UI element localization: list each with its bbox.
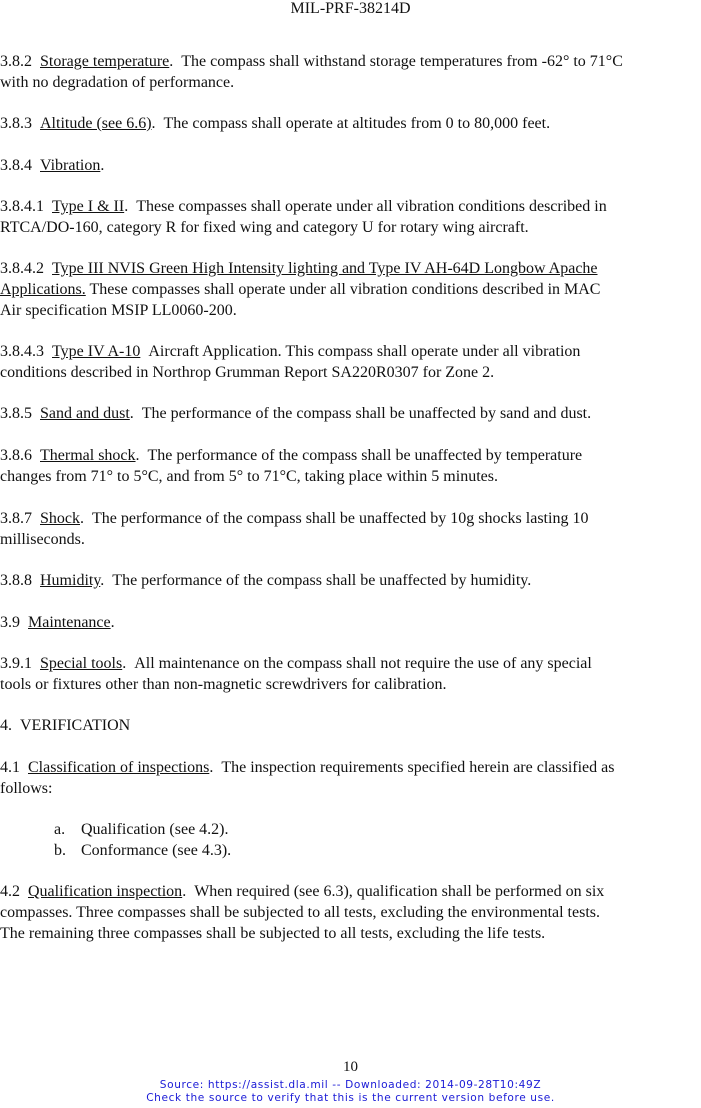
para-text: tools or fixtures other than non-magnetic screwdrivers for calibration. bbox=[0, 675, 447, 693]
para-text: The performance of the compass shall be unaffected by sand and dust. bbox=[141, 405, 592, 422]
para-title: Applications. bbox=[0, 280, 86, 298]
para-title: Shock bbox=[40, 510, 80, 527]
para-text: milliseconds. bbox=[0, 530, 85, 548]
para-title: Classification of inspections bbox=[28, 759, 210, 776]
para-title: Type I & II bbox=[52, 198, 125, 215]
para-text: These compasses shall operate under all vibration conditions described in bbox=[136, 198, 607, 215]
para-number: 3.8.8 bbox=[0, 572, 32, 589]
para-3-8-4-3 bbox=[0, 342, 701, 384]
para-3-8-3: 3.8.3 Altitude (see 6.6). The compass shall operate at altitudes from 0 to 80,000 feet. bbox=[0, 115, 551, 132]
document-id-header: MIL-PRF-38214D bbox=[290, 0, 411, 17]
para-number: 3.8.5 bbox=[0, 405, 32, 422]
para-text: The inspection requirements specified herein are classified as bbox=[221, 759, 615, 776]
para-number: 3.8.4.1 bbox=[0, 198, 44, 215]
para-text: The remaining three compasses shall be subjected to all tests, excluding the life tests. bbox=[0, 924, 546, 942]
para-text: The compass shall operate at altitudes from 0 to 80,000 feet. bbox=[163, 115, 551, 132]
para-title: Type IV A-10 bbox=[52, 343, 141, 360]
para-text: These compasses shall operate under all vibration conditions described in MAC bbox=[89, 280, 601, 298]
para-text: The performance of the compass shall be unaffected by 10g shocks lasting 10 bbox=[92, 510, 589, 527]
list-text: Conformance (see 4.3). bbox=[81, 842, 232, 859]
para-3-9: 3.9 Maintenance. bbox=[0, 614, 115, 631]
list-marker: b. bbox=[54, 842, 66, 859]
para-text: changes from 71° to 5°C, and from 5° to 71°C, taking place within 5 minutes. bbox=[0, 467, 498, 485]
para-text: The compass shall withstand storage temperatures from -62° to 71°C bbox=[181, 53, 623, 70]
para-text: All maintenance on the compass shall not require the use of any special bbox=[134, 655, 592, 672]
para-3-8-4-2 bbox=[0, 259, 701, 321]
list-item bbox=[54, 841, 231, 862]
para-text: Air specification MSIP LL0060-200. bbox=[0, 301, 237, 319]
para-number: 3.8.6 bbox=[0, 447, 32, 464]
para-3-8-7: 3.8.7 Shock. The performance of the compass shall be unaffected by 10g shocks lasting 10 milliseconds. bbox=[0, 509, 701, 551]
para-number: 3.8.7 bbox=[0, 510, 32, 527]
para-number: 3.8.3 bbox=[0, 115, 32, 132]
para-title: Humidity bbox=[40, 572, 101, 589]
para-3-8-8: 3.8.8 Humidity. The performance of the compass shall be unaffected by humidity. bbox=[0, 572, 532, 589]
para-number: 4.2 bbox=[0, 883, 20, 900]
para-number: 3.9 bbox=[0, 614, 20, 631]
para-title: Type III NVIS Green High Intensity lighting and Type IV AH-64D Longbow Apache bbox=[52, 260, 598, 277]
para-text: When required (see 6.3), qualification shall be performed on six bbox=[194, 883, 605, 900]
para-title: Altitude (see 6.6) bbox=[40, 115, 152, 132]
source-notice bbox=[0, 1079, 701, 1104]
para-3-9-1: 3.9.1 Special tools. All maintenance on the compass shall not require the use of any special tools or fixtures other than non-magnetic screwdrivers for calibration. bbox=[0, 654, 701, 696]
source-line: Source: https://assist.dla.mil -- Downloaded: 2014-09-28T10:49Z bbox=[159, 1079, 542, 1091]
para-number: 3.8.2 bbox=[0, 53, 32, 70]
para-3-8-4-1: 3.8.4.1 Type I & II. These compasses shall operate under all vibration conditions described in RTCA/DO-160, category R for fixed wing and category U for rotary wing aircraft. bbox=[0, 197, 701, 239]
para-3-8-6: 3.8.6 Thermal shock. The performance of the compass shall be unaffected by temperature changes from 71° to 5°C, and from 5° to 71°C, taking place within 5 minutes. bbox=[0, 446, 701, 488]
para-text: Aircraft Application. This compass shall operate under all vibration bbox=[148, 343, 581, 360]
list-text: Qualification (see 4.2). bbox=[81, 821, 229, 838]
page-number: 10 bbox=[343, 1059, 358, 1075]
para-text: RTCA/DO-160, category R for fixed wing and category U for rotary wing aircraft. bbox=[0, 218, 529, 236]
para-number: 3.8.4.3 bbox=[0, 343, 44, 360]
para-title: Qualification inspection bbox=[28, 883, 183, 900]
para-title: Special tools bbox=[40, 655, 123, 672]
para-number: 4.1 bbox=[0, 759, 20, 776]
para-3-8-4: 3.8.4 Vibration. bbox=[0, 157, 105, 174]
para-text: follows: bbox=[0, 779, 53, 797]
para-number: 3.9.1 bbox=[0, 655, 32, 672]
para-3-8-5: 3.8.5 Sand and dust. The performance of the compass shall be unaffected by sand and dust. bbox=[0, 405, 592, 422]
list-marker: a. bbox=[54, 821, 66, 838]
para-text: The performance of the compass shall be unaffected by temperature bbox=[147, 447, 583, 464]
para-title: Sand and dust bbox=[40, 405, 130, 422]
para-title: Maintenance bbox=[28, 614, 111, 631]
para-number: 3.8.4 bbox=[0, 157, 32, 174]
para-text: conditions described in Northrop Grumman Report SA220R0307 for Zone 2. bbox=[0, 363, 495, 381]
para-title: Thermal shock bbox=[40, 447, 136, 464]
source-line: Check the source to verify that this is the current version before use. bbox=[146, 1091, 555, 1104]
para-text: compasses. Three compasses shall be subjected to all tests, excluding the environmental tests. bbox=[0, 903, 600, 921]
para-number: 4. bbox=[0, 717, 12, 734]
para-3-8-2: 3.8.2 Storage temperature. The compass shall withstand storage temperatures from -62° to 71°C with no degradation of performance. bbox=[0, 52, 701, 94]
section-4-verification bbox=[0, 716, 701, 737]
para-4-1: 4.1 Classification of inspections. The inspection requirements specified herein are classified as follows: bbox=[0, 758, 701, 800]
section-heading: VERIFICATION bbox=[20, 717, 131, 734]
para-text: with no degradation of performance. bbox=[0, 73, 235, 91]
para-title: Vibration bbox=[40, 157, 101, 174]
para-title: Storage temperature bbox=[40, 53, 170, 70]
list-item bbox=[54, 820, 229, 841]
para-4-2: 4.2 Qualification inspection. When required (see 6.3), qualification shall be performed on six compasses. Three compasses shall be subjected to all tests, excluding the environmental tests. The remaining three compasses shall be subjected to all tests, excluding the life tests. bbox=[0, 882, 701, 944]
para-number: 3.8.4.2 bbox=[0, 260, 44, 277]
para-text: The performance of the compass shall be unaffected by humidity. bbox=[112, 572, 532, 589]
